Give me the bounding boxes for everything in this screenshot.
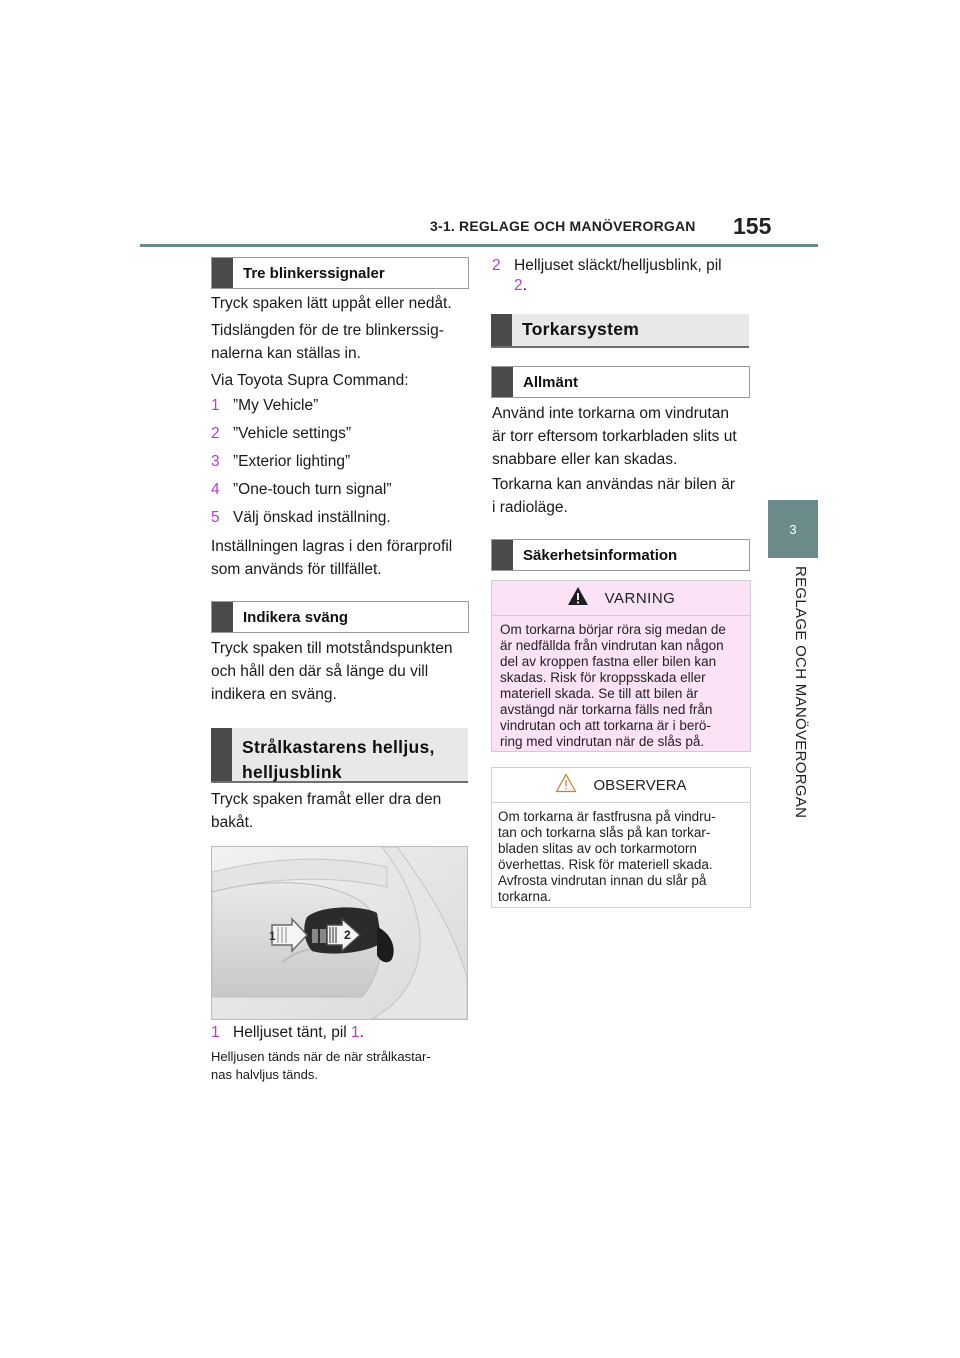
paragraph-line: i radioläge. <box>492 499 568 516</box>
paragraph-line: Inställningen lagras i den förarprofil <box>211 538 453 555</box>
step-text: ”Exterior lighting” <box>233 453 351 470</box>
item-text: Helljuset släckt/helljusblink, pil <box>514 257 722 274</box>
paragraph-line: bakåt. <box>211 814 254 831</box>
arrow-1-label: 1 <box>269 929 276 943</box>
observera-text <box>492 803 750 911</box>
section-title: 3-1. REGLAGE OCH MANÖVERORGAN <box>430 218 696 234</box>
item-text: Helljuset tänt, pil <box>233 1024 347 1041</box>
step-text: ”Vehicle settings” <box>233 425 352 442</box>
warning-icon <box>567 586 589 610</box>
paragraph-line: och håll den där så länge du vill <box>211 663 429 680</box>
step-number: 3 <box>211 453 220 470</box>
heading-bar <box>212 258 233 288</box>
page-number: 155 <box>733 213 772 239</box>
observera-line: torkarna. <box>498 889 552 904</box>
paragraph: Tryck spaken lätt uppåt eller nedåt. <box>211 295 452 312</box>
warning-line: avstängd när torkarna fälls ned från <box>500 702 713 717</box>
heading-indikera <box>211 601 469 633</box>
heading-text: Torkarsystem <box>522 319 640 339</box>
step-number: 2 <box>211 425 220 442</box>
warning-line: Om torkarna börjar röra sig medan de <box>500 622 726 637</box>
heading-text: Säkerhetsinformation <box>523 546 678 564</box>
item-number: 1 <box>211 1024 220 1041</box>
step-text: ”My Vehicle” <box>233 397 319 414</box>
paragraph-line: Tryck spaken till motståndspunkten <box>211 640 453 657</box>
step-item <box>211 394 318 418</box>
step-text: Välj önskad inställning. <box>233 509 391 526</box>
observera-line: tan och torkarna slås på kan torkar- <box>498 825 711 840</box>
paragraph-line: Tidslängden för de tre blinkerssig- <box>211 322 444 339</box>
observera-line: bladen slitas av och torkarmotorn <box>498 841 697 856</box>
item-number: 2 <box>492 257 501 274</box>
step-item <box>211 422 351 446</box>
item-end: . <box>359 1024 364 1041</box>
heading-bar <box>492 540 513 570</box>
lever-illustration <box>211 846 468 1020</box>
warning-box <box>491 580 751 752</box>
warning-header <box>492 581 750 616</box>
header-rule <box>140 244 818 247</box>
paragraph-line: Använd inte torkarna om vindrutan <box>492 405 729 422</box>
paragraph-line: indikera en sväng. <box>211 686 337 703</box>
arrow-ref: 2 <box>514 277 523 294</box>
step-item <box>211 478 392 502</box>
chapter-title-vertical: REGLAGE OCH MANÖVERORGAN <box>792 566 809 819</box>
paragraph-line: är torr eftersom torkarbladen slits ut <box>492 428 737 445</box>
note-line: nas halvljus tänds. <box>211 1067 318 1082</box>
paragraph-line: som används för tillfället. <box>211 561 382 578</box>
heading-torkarsystem <box>491 314 749 348</box>
paragraph-line: nalerna kan ställas in. <box>211 345 361 362</box>
step-item <box>211 506 391 530</box>
warning-line: ring med vindrutan när de slås på. <box>500 734 705 749</box>
heading-text: Tre blinkerssignaler <box>243 264 385 282</box>
warning-text <box>492 616 750 756</box>
list-item-2-continued <box>514 274 527 298</box>
paragraph-line: snabbare eller kan skadas. <box>492 451 678 468</box>
step-number: 1 <box>211 397 220 414</box>
caution-outline-icon <box>555 773 577 797</box>
heading-allmant <box>491 366 750 398</box>
observera-line: Om torkarna är fastfrusna på vindru- <box>498 809 716 824</box>
step-item <box>211 450 350 474</box>
warning-line: del av kroppen fastna eller bilen kan <box>500 654 717 669</box>
heading-line: helljusblink <box>242 762 342 782</box>
warning-line: materiell skada. Se till att bilen är <box>500 686 699 701</box>
warning-line: är nedfällda från vindrutan kan någon <box>500 638 724 653</box>
heading-helljus <box>211 728 468 783</box>
step-number: 4 <box>211 481 220 498</box>
chapter-number: 3 <box>789 521 797 537</box>
lever-illustration-svg <box>212 847 467 1019</box>
observera-line: Avfrosta vindrutan innan du slår på <box>498 873 707 888</box>
heading-bar <box>211 728 232 781</box>
item-end: . <box>522 277 527 294</box>
heading-text <box>232 728 445 781</box>
observera-box <box>491 767 751 908</box>
warning-line: vindrutan och att torkarna är i berö- <box>500 718 711 733</box>
arrow-2-label: 2 <box>344 928 351 942</box>
heading-text: Indikera sväng <box>243 608 349 626</box>
observera-line: överhettas. Risk för materiell skada. <box>498 857 713 872</box>
note-line: Helljusen tänds när de när strålkastar- <box>211 1049 431 1064</box>
paragraph-line: Torkarna kan användas när bilen är <box>492 476 735 493</box>
warning-line: skadas. Risk för kroppsskada eller <box>500 670 706 685</box>
arrow-ref: 1 <box>351 1024 360 1041</box>
heading-tre-blinkers <box>211 257 469 289</box>
warning-title: VARNING <box>604 589 676 607</box>
observera-header <box>492 768 750 803</box>
heading-line: Strålkastarens helljus, <box>242 737 435 757</box>
paragraph-line: Tryck spaken framåt eller dra den <box>211 791 442 808</box>
step-number: 5 <box>211 509 220 526</box>
heading-bar <box>212 602 233 632</box>
heading-text: Allmänt <box>523 373 579 391</box>
chapter-tab <box>768 500 818 558</box>
heading-sakerhet <box>491 539 750 571</box>
paragraph: Via Toyota Supra Command: <box>211 372 409 389</box>
observera-title: OBSERVERA <box>593 776 687 794</box>
list-item-1 <box>211 1021 364 1045</box>
heading-bar <box>491 314 512 346</box>
step-text: ”One-touch turn signal” <box>233 481 392 498</box>
heading-bar <box>492 367 513 397</box>
